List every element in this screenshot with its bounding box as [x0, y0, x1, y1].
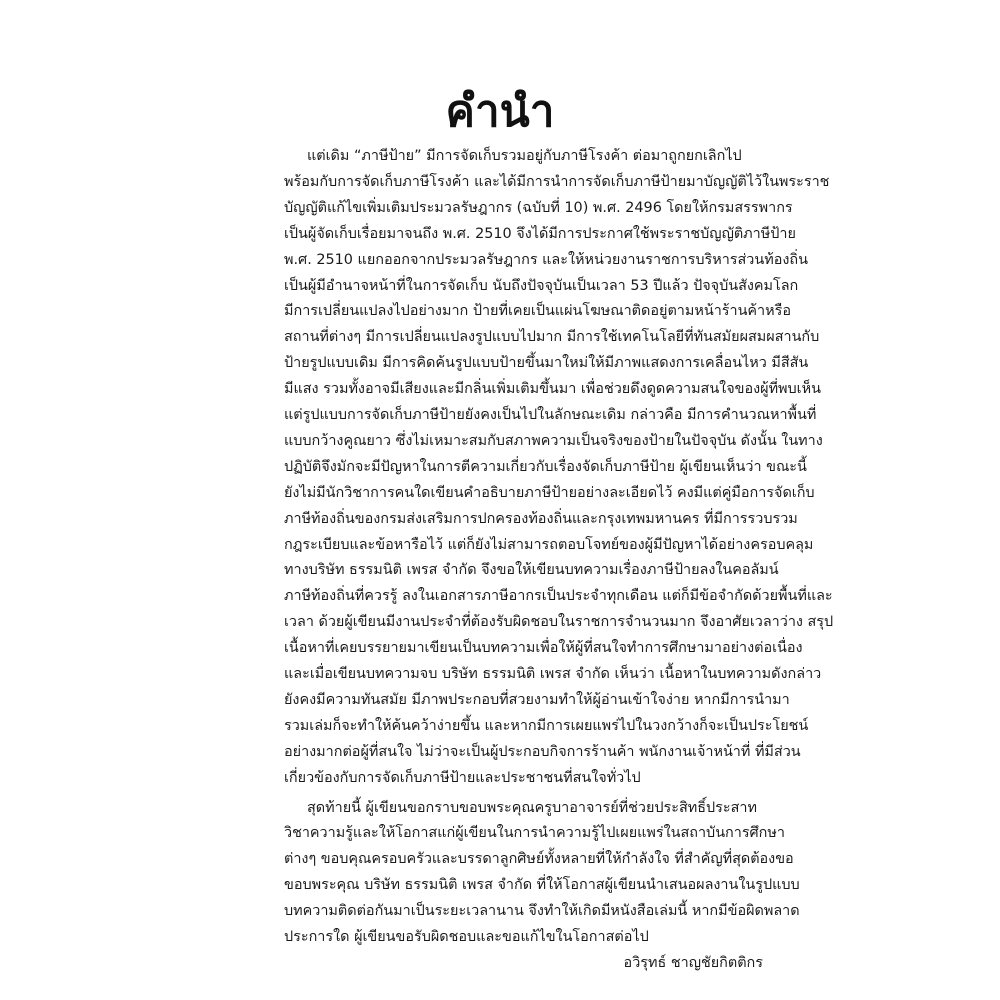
- paragraph-2-line: ขอบพระคุณ บริษัท ธรรมนิติ เพรส จำกัด ที่ให้โอกาสผู้เขียนนำเสนอผลงานในรูปแบบ: [284, 877, 800, 894]
- paragraph-1-line: รวมเล่มก็จะทำให้ค้นคว้าง่ายขึ้น และหากมีการเผยแพร่ไปในวงกว้างก็จะเป็นประโยชน์: [284, 717, 809, 734]
- paragraph-2-line: ประการใด ผู้เขียนขอรับผิดชอบและขอแก้ไขในโอกาสต่อไป: [284, 929, 649, 945]
- page-title: คำนำ: [445, 86, 555, 137]
- paragraph-1-line: ป้ายรูปแบบเดิม มีการคิดค้นรูปแบบป้ายขึ้นมาใหม่ให้มีภาพแสดงการเคลื่อนไหว มีสีสัน: [284, 355, 809, 372]
- paragraph-1-line: ปฏิบัติจึงมักจะมีปัญหาในการตีความเกี่ยวกับเรื่องจัดเก็บภาษีป้าย ผู้เขียนเห็นว่า ขณะนี้: [284, 458, 807, 475]
- paragraph-2-line: บทความติดต่อกันมาเป็นระยะเวลานาน จึงทำให้เกิดมีหนังสือเล่มนี้ หากมีข้อผิดพลาด: [284, 903, 800, 920]
- paragraph-1-line: เนื้อหาที่เคยบรรยายมาเขียนเป็นบทความเพื่อให้ผู้ที่สนใจทำการศึกษามาอย่างต่อเนื่อง: [284, 640, 803, 657]
- paragraph-1-line: ภาษีท้องถิ่นของกรมส่งเสริมการปกครองท้องถิ่นและกรุงเทพมหานคร ที่มีการรวบรวม: [284, 510, 798, 527]
- paragraph-1-line: แต่รูปแบบการจัดเก็บภาษีป้ายยังคงเป็นไปในลักษณะเดิม กล่าวคือ มีการคำนวณหาพื้นที่: [284, 407, 817, 423]
- paragraph-1-line: และเมื่อเขียนบทความจบ บริษัท ธรรมนิติ เพรส จำกัด เห็นว่า เนื้อหาในบทความดังกล่าว: [284, 666, 822, 682]
- paragraph-1-line: แบบกว้างคูณยาว ซึ่งไม่เหมาะสมกับสภาพความเป็นจริงของป้ายในปัจจุบัน ดังนั้น ในทาง: [284, 432, 823, 449]
- paragraph-1-line: ยังไม่มีนักวิชาการคนใดเขียนคำอธิบายภาษีป้ายอย่างละเอียดไว้ คงมีแต่คู่มือการจัดเก็บ: [284, 484, 815, 501]
- paragraph-1-line: พ.ศ. 2510 แยกออกจากประมวลรัษฎากร และให้หน่วยงานราชการบริหารส่วนท้องถิ่น: [284, 251, 808, 268]
- paragraph-1-line: บัญญัติแก้ไขเพิ่มเติมประมวลรัษฎากร (ฉบับที่ 10) พ.ศ. 2496 โดยให้กรมสรรพากร: [284, 199, 793, 216]
- paragraph-1-line: มีการเปลี่ยนแปลงไปอย่างมาก ป้ายที่เคยเป็นแผ่นโฆษณาติดอยู่ตามหน้าร้านค้าหรือ: [284, 303, 791, 320]
- paragraph-2-line: ต่างๆ ขอบคุณครอบครัวและบรรดาลูกศิษย์ทั้งหลายที่ให้กำลังใจ ที่สำคัญที่สุดต้องขอ: [284, 851, 794, 868]
- paragraph-1-line: เกี่ยวข้องกับการจัดเก็บภาษีป้ายและประชาชนที่สนใจทั่วไป: [284, 769, 641, 786]
- paragraph-2-line: วิชาความรู้และให้โอกาสแก่ผู้เขียนในการนำความรู้ไปเผยแพร่ในสถาบันการศึกษา: [284, 825, 785, 842]
- author-signature: อวิรุทธ์ ชาญชัยกิตติกร: [623, 954, 763, 971]
- paragraph-1-line: เป็นผู้จัดเก็บเรื่อยมาจนถึง พ.ศ. 2510 จึงได้มีการประกาศใช้พระราชบัญญัติภาษีป้าย: [284, 225, 796, 242]
- paragraph-1-line: แต่เดิม “ภาษีป้าย” มีการจัดเก็บรวมอยู่กับภาษีโรงค้า ต่อมาถูกยกเลิกไป: [307, 148, 742, 164]
- paragraph-1-line: เป็นผู้มีอำนาจหน้าที่ในการจัดเก็บ นับถึงปัจจุบันเป็นเวลา 53 ปีแล้ว ปัจจุบันสังคมโลก: [284, 277, 799, 294]
- paragraph-1-line: เวลา ด้วยผู้เขียนมีงานประจำที่ต้องรับผิดชอบในราชการจำนวนมาก จึงอาศัยเวลาว่าง สรุป: [284, 614, 834, 631]
- paragraph-2-line: สุดท้ายนี้ ผู้เขียนขอกราบขอบพระคุณครูบาอาจารย์ที่ช่วยประสิทธิ์ประสาท: [307, 799, 757, 816]
- paragraph-1-line: พร้อมกับการจัดเก็บภาษีโรงค้า และได้มีการนำการจัดเก็บภาษีป้ายมาบัญญัติไว้ในพระราช: [284, 173, 830, 190]
- paragraph-1-line: กฎระเบียบและข้อหารือไว้ แต่ก็ยังไม่สามารถตอบโจทย์ของผู้มีปัญหาได้อย่างครอบคลุม: [284, 536, 814, 553]
- paragraph-1-line: ภาษีท้องถิ่นที่ควรรู้ ลงในเอกสารภาษีอากรเป็นประจำทุกเดือน แต่ก็มีข้อจำกัดด้วยพื้นที่และ: [284, 588, 833, 605]
- paragraph-1-line: สถานที่ต่างๆ มีการเปลี่ยนแปลงรูปแบบไปมาก มีการใช้เทคโนโลยีที่ทันสมัยผสมผสานกับ: [284, 329, 820, 346]
- paragraph-1-line: อย่างมากต่อผู้ที่สนใจ ไม่ว่าจะเป็นผู้ประกอบกิจการร้านค้า พนักงานเจ้าหน้าที่ ที่มีส่วน: [284, 743, 801, 760]
- paragraph-1-line: ยังคงมีความทันสมัย มีภาพประกอบที่สวยงามทำให้ผู้อ่านเข้าใจง่าย หากมีการนำมา: [284, 691, 790, 708]
- paragraph-1-line: ทางบริษัท ธรรมนิติ เพรส จำกัด จึงขอให้เขียนบทความเรื่องภาษีป้ายลงในคอลัมน์: [284, 562, 779, 579]
- paragraph-1-line: มีแสง รวมทั้งอาจมีเสียงและมีกลิ่นเพิ่มเติมขึ้นมา เพื่อช่วยดึงดูดความสนใจของผู้ที่พบเห็น: [284, 381, 821, 398]
